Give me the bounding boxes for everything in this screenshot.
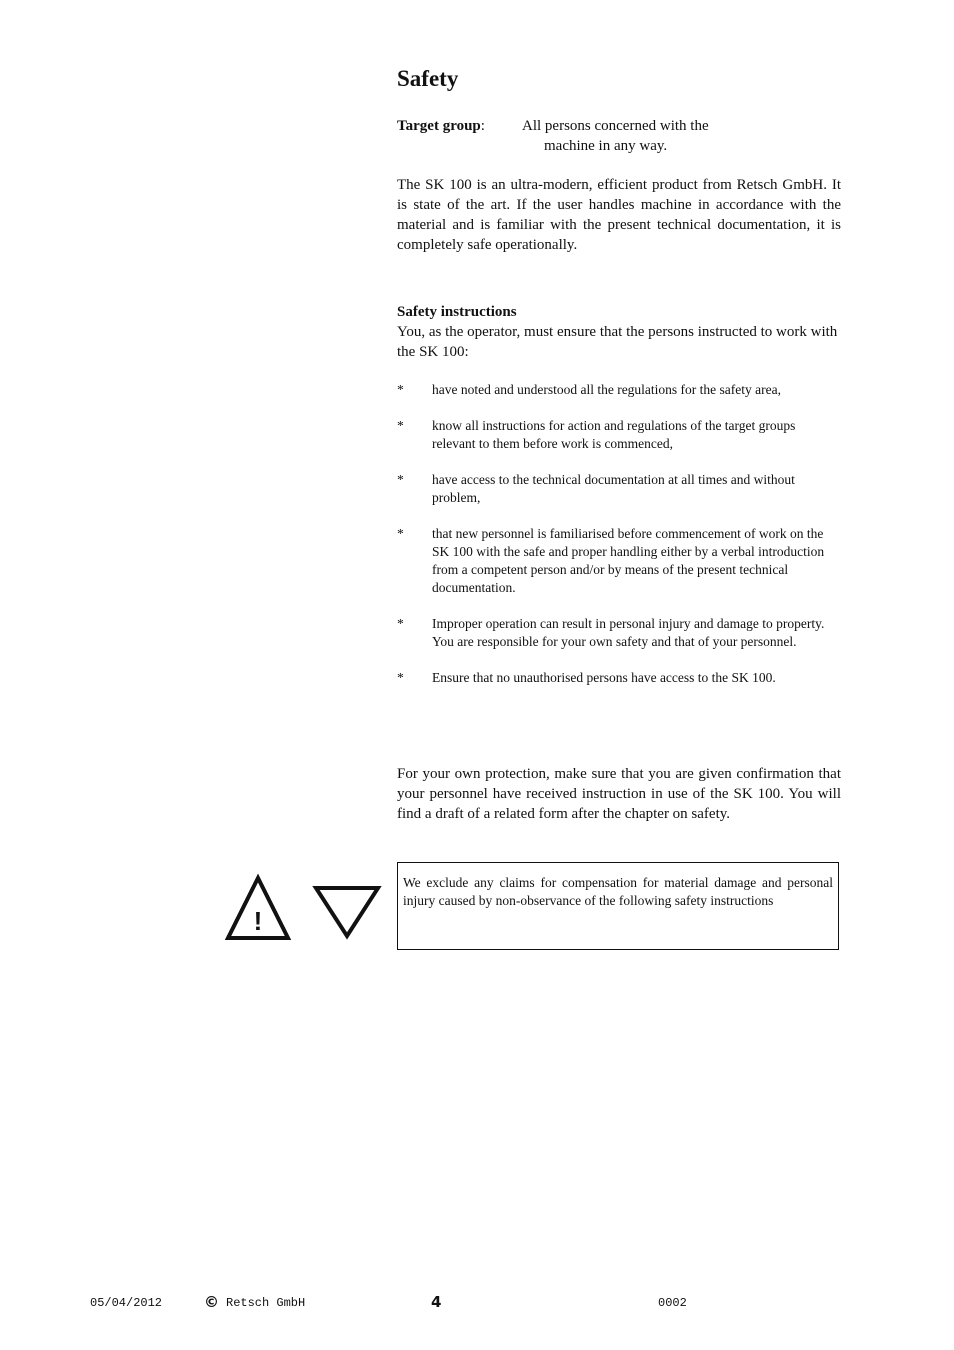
footer-date: 05/04/2012 <box>90 1296 163 1310</box>
list-item <box>397 615 841 651</box>
target-group-colon: : <box>480 118 485 134</box>
list-item <box>397 417 841 453</box>
bullet: * <box>397 472 404 487</box>
target-group-value-line2: machine in any way. <box>544 138 668 154</box>
down-triangle-icon <box>316 888 378 936</box>
intro-paragraph: The SK 100 is an ultra-modern, efficient product from Retsch GmbH. It is state of the art. If the user handles machine in accordance with the material and is familiar with the present technical documentation, it is completely safe operationally. <box>397 177 841 253</box>
list-item <box>397 525 841 597</box>
footer-company: Retsch GmbH <box>226 1296 306 1310</box>
safety-instructions-lead: You, as the operator, must ensure that the persons instructed to work with the SK 100: <box>397 324 838 360</box>
bullet: * <box>397 418 404 433</box>
copyright-icon: © <box>204 1293 219 1311</box>
target-group-label: Target group <box>397 118 481 134</box>
target-group-value-line1: All persons concerned with the <box>522 118 709 134</box>
footer-doc-code: 0002 <box>658 1296 687 1310</box>
list-item-text: Improper operation can result in personal injury and damage to property. You are responsible for your own safety and that of your personnel. <box>432 616 825 649</box>
page-number: 4 <box>431 1293 442 1311</box>
list-item-text: have access to the technical documentation at all times and without problem, <box>432 472 795 505</box>
protection-paragraph: For your own protection, make sure that you are given confirmation that your personnel have received instruction in use of the SK 100. You will find a draft of a related form after the chapter on safety. <box>397 766 841 822</box>
page-title: Safety <box>397 66 459 91</box>
warning-triangle-icon <box>228 878 288 938</box>
bullet: * <box>397 670 404 685</box>
list-item <box>397 669 841 687</box>
target-group <box>397 116 841 154</box>
bullet: * <box>397 382 404 397</box>
warning-icons <box>224 872 384 944</box>
disclaimer-text: We exclude any claims for compensation for material damage and personal injury caused by non-observance of the following safety instructions <box>403 875 833 908</box>
page-footer <box>0 1290 954 1314</box>
bullet: * <box>397 616 404 631</box>
safety-instructions-heading: Safety instructions <box>397 304 517 320</box>
warning-exclamation: ! <box>253 906 263 936</box>
list-item-text: know all instructions for action and regulations of the target groups relevant to them before work is commenced, <box>432 418 796 451</box>
disclaimer-box <box>397 862 839 950</box>
safety-instructions-list <box>397 381 841 705</box>
list-item-text: have noted and understood all the regulations for the safety area, <box>432 382 781 397</box>
list-item <box>397 471 841 507</box>
list-item <box>397 381 841 399</box>
bullet: * <box>397 526 404 541</box>
list-item-text: that new personnel is familiarised before commencement of work on the SK 100 with the safe and proper handling either by a verbal introduction from a competent person and/or by means of the present technical documentation. <box>432 526 825 595</box>
list-item-text: Ensure that no unauthorised persons have access to the SK 100. <box>432 670 776 685</box>
